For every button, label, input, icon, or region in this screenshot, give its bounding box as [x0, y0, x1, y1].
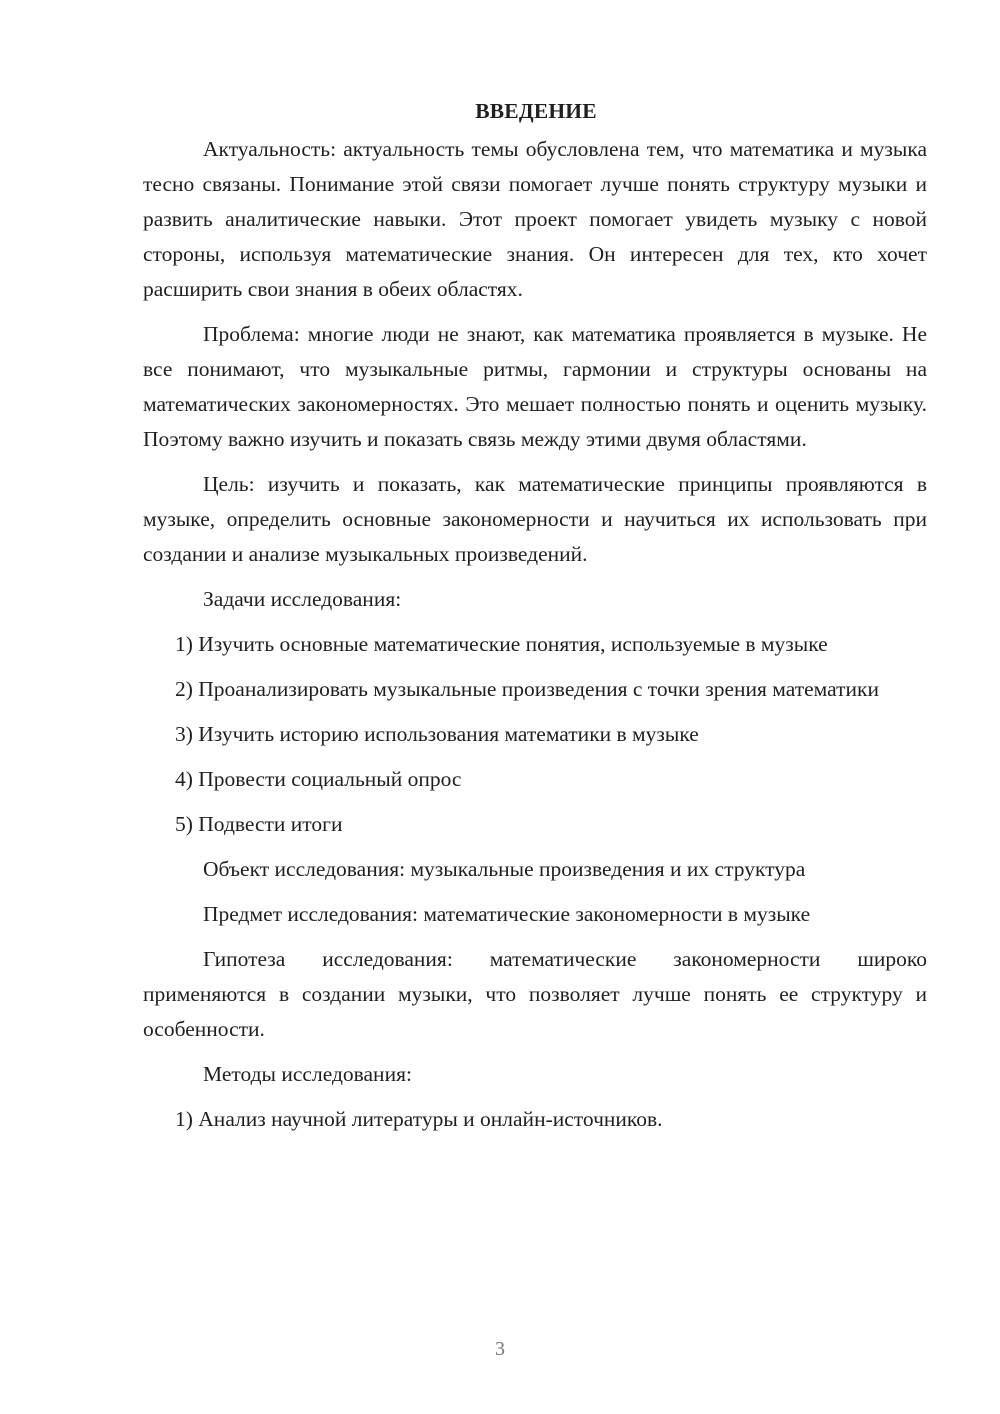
page-title: ВВЕДЕНИЕ — [475, 99, 597, 123]
object-paragraph: Объект исследования: музыкальные произведения и их структура — [203, 857, 806, 881]
hypothesis-paragraph: Гипотеза исследования: математические закономерности широко применяются в создании музыки, что позволяет лучше понять ее структуру и особенности. — [143, 947, 927, 1041]
page-number: 3 — [495, 1338, 505, 1360]
tasks-heading: Задачи исследования: — [203, 587, 402, 611]
task-item-3: 3) Изучить историю использования математики в музыке — [175, 722, 699, 746]
method-item-1: 1) Анализ научной литературы и онлайн-источников. — [175, 1107, 663, 1131]
task-item-2: 2) Проанализировать музыкальные произведения с точки зрения математики — [175, 677, 879, 701]
subject-paragraph: Предмет исследования: математические закономерности в музыке — [203, 902, 811, 926]
task-item-1: 1) Изучить основные математические понятия, используемые в музыке — [175, 632, 828, 656]
problem-paragraph: Проблема: многие люди не знают, как математика проявляется в музыке. Не все понимают, что музыкальные ритмы, гармонии и структуры основаны на математических закономерностях. Это мешает полностью понять и оценить музыку. Поэтому важно изучить и показать связь между этими двумя областями. — [143, 322, 927, 451]
page-content — [143, 94, 927, 1147]
task-item-5: 5) Подвести итоги — [175, 812, 343, 836]
task-item-4: 4) Провести социальный опрос — [175, 767, 462, 791]
methods-heading: Методы исследования: — [203, 1062, 412, 1086]
goal-paragraph: Цель: изучить и показать, как математические принципы проявляются в музыке, определить основные закономерности и научиться их использовать при создании и анализе музыкальных произведений. — [143, 472, 927, 566]
relevance-paragraph: Актуальность: актуальность темы обусловлена тем, что математика и музыка тесно связаны. Понимание этой связи помогает лучше понять структуру музыки и развить аналитические навыки. Этот проект помогает увидеть музыку с новой стороны, используя математические знания. Он интересен для тех, кто хочет расширить свои знания в обеих областях. — [143, 137, 927, 301]
